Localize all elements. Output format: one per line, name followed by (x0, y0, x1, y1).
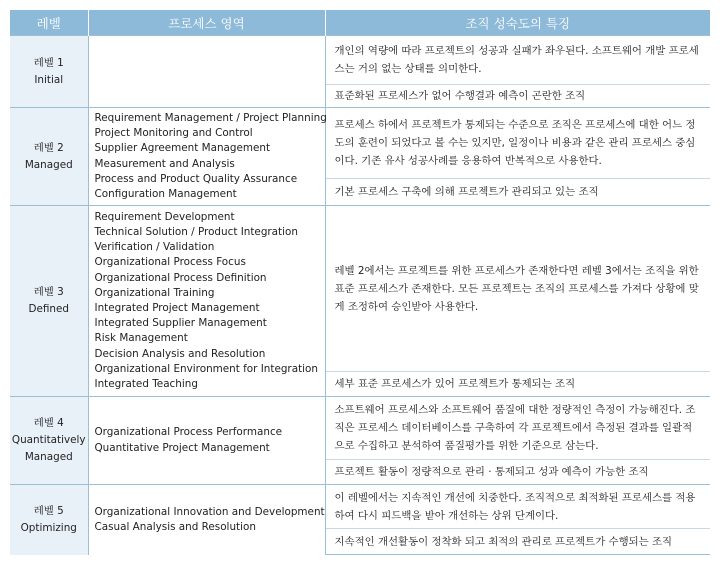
level-cell (10, 108, 88, 206)
process-area-item: Configuration Management (94, 187, 237, 200)
description-cell: 이 레벨에서는 지속적인 개선에 치중한다. 조직적으로 최적화된 프로세스를 적용하여 다시 피드백을 받아 개선하는 상위 단계이다. (325, 485, 710, 529)
process-area-item: Risk Management (94, 332, 188, 345)
process-area-item: Integrated Project Management (94, 302, 260, 314)
header-level: 레벨 (10, 10, 88, 36)
description-cell: 개인의 역량에 따라 프로젝트의 성공과 실패가 좌우된다. 소프트웨어 개발 프로세스는 거의 없는 상태를 의미한다. (325, 36, 710, 85)
process-area-cell (88, 108, 325, 206)
header-characteristics: 조직 성숙도의 특징 (325, 10, 710, 36)
level-label: Quantitatively Managed (11, 434, 86, 463)
process-area-item: Technical Solution / Product Integration (94, 225, 298, 238)
level-name: 레벨 2 (33, 141, 64, 154)
process-area-item: Requirement Management / Project Planning (94, 111, 327, 124)
level-name: 레벨 3 (33, 286, 64, 298)
process-area-item: Integrated Supplier Management (94, 317, 267, 330)
process-area-cell (88, 397, 325, 485)
process-area-cell (88, 36, 325, 108)
process-area-item: Decision Analysis and Resolution (94, 347, 266, 360)
process-area-item: Measurement and Analysis (94, 157, 235, 170)
process-area-item: Supplier Agreement Management (94, 142, 271, 155)
process-area-item: Organizational Process Definition (94, 271, 267, 284)
process-area-item: Organizational Innovation and Development (94, 505, 325, 518)
process-area-item: Organizational Training (94, 286, 215, 299)
summary-cell: 기본 프로세스 구축에 의해 프로젝트가 관리되고 있는 조직 (325, 179, 710, 206)
process-area-item: Process and Product Quality Assurance (94, 172, 298, 185)
table-row (10, 397, 710, 460)
level-label: Initial (34, 73, 64, 86)
process-area-cell (88, 206, 325, 397)
level-cell (10, 206, 88, 397)
process-area-cell (88, 485, 325, 555)
cmm-maturity-table (10, 10, 710, 555)
description-cell: 프로세스 하에서 프로젝트가 통제되는 수준으로 조직은 프로세스에 대한 어느 정도의 훈련이 되었다고 볼 수는 있지만, 일정이나 비용과 같은 관리 프로세스 중심이다. 기존 유사 성공사례를 응용하여 반복적으로 사용한다. (325, 108, 710, 179)
level-label: Managed (24, 158, 73, 171)
summary-cell: 지속적인 개선활동이 정착화 되고 최적의 관리로 프로젝트가 수행되는 조직 (325, 529, 710, 555)
table-row (10, 206, 710, 372)
process-area-item: Casual Analysis and Resolution (94, 520, 256, 533)
summary-cell: 세부 표준 프로세스가 있어 프로젝트가 통제되는 조직 (325, 372, 710, 397)
process-area-item: Organizational Process Performance (94, 426, 283, 439)
level-cell (10, 36, 88, 108)
level-label: Optimizing (20, 521, 77, 534)
level-cell (10, 397, 88, 485)
process-area-item: Organizational Process Focus (94, 256, 246, 269)
process-area-item: Verification / Validation (94, 241, 215, 254)
process-area-item: Project Monitoring and Control (94, 127, 253, 140)
table-row (10, 108, 710, 179)
level-name: 레벨 5 (33, 504, 64, 517)
level-name: 레벨 1 (33, 56, 64, 69)
summary-cell: 표준화된 프로세스가 없어 수행결과 예측이 곤란한 조직 (325, 85, 710, 108)
process-area-item: Organizational Environment for Integration (94, 362, 318, 375)
description-cell: 소프트웨어 프로세스와 소프트웨어 품질에 대한 정량적인 측정이 가능해진다. 조직은 프로세스 데이터베이스를 구축하여 각 프로젝트에서 측정된 결과를 일괄적으로 수집하고 분석하여 품질평가를 위한 기준으로 삼는다. (325, 397, 710, 460)
level-cell (10, 485, 88, 555)
description-cell: 레벨 2에서는 프로젝트를 위한 프로세스가 존재한다면 레벨 3에서는 조직을 위한 표준 프로세스가 존재한다. 모든 프로젝트는 조직의 프로세스를 가져다 상황에 맞게 조정하여 승인받아 사용한다. (325, 206, 710, 372)
header-process-area: 프로세스 영역 (88, 10, 325, 36)
process-area-item: Integrated Teaching (94, 378, 198, 391)
level-label: Defined (28, 303, 69, 315)
process-area-item: Requirement Development (94, 210, 235, 223)
level-name: 레벨 4 (33, 417, 64, 429)
table-row (10, 485, 710, 529)
summary-cell: 프로젝트 활동이 정량적으로 관리 · 통제되고 성과 예측이 가능한 조직 (325, 460, 710, 485)
table-header-row (10, 10, 710, 36)
process-area-item: Quantitative Project Management (94, 441, 270, 454)
table-row (10, 36, 710, 85)
